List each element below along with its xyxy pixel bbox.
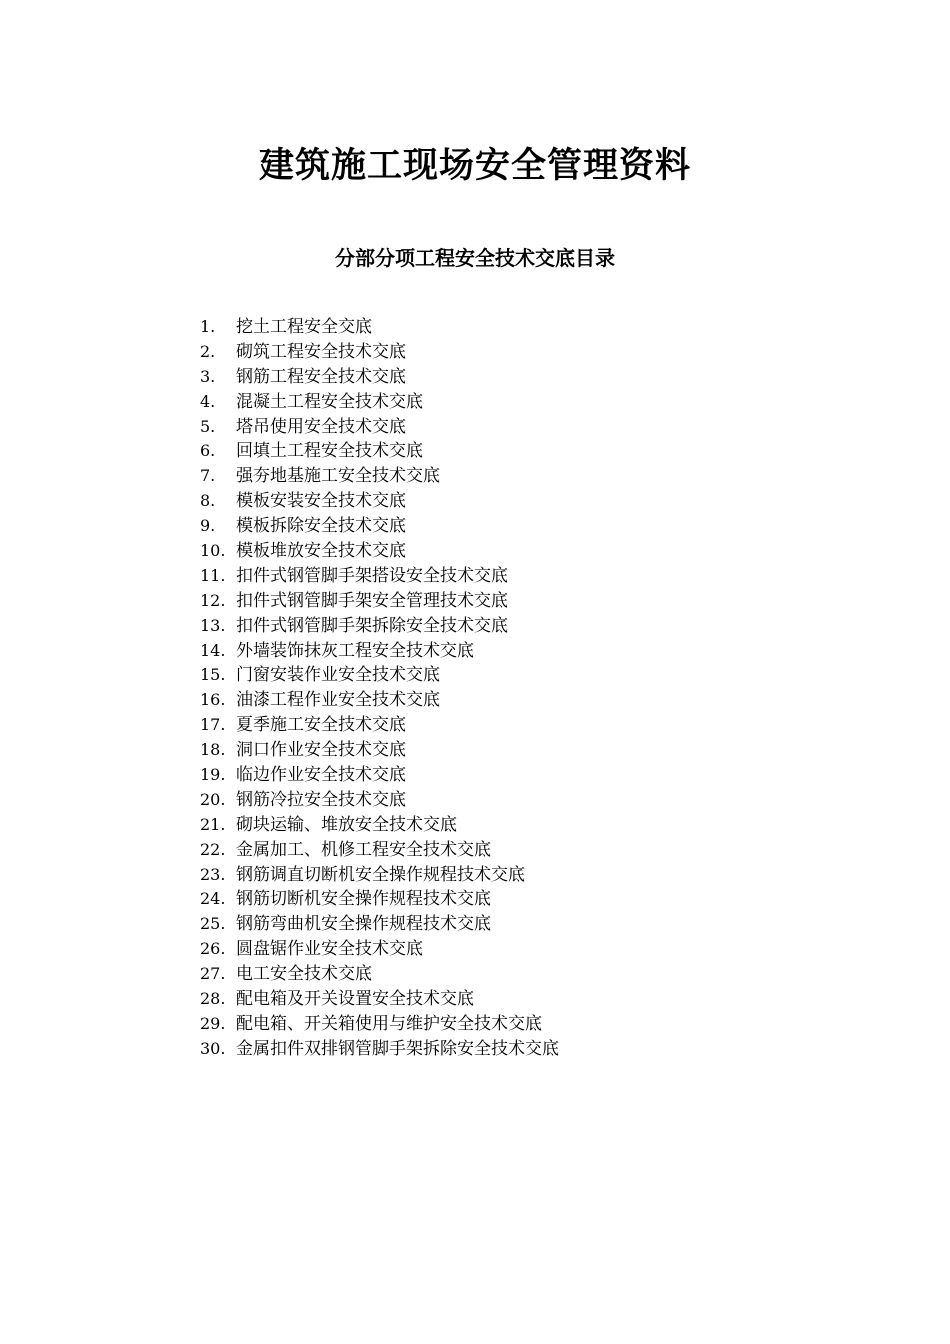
toc-item bbox=[200, 1037, 559, 1062]
toc-item-number: 21. bbox=[200, 814, 226, 834]
toc-item-text: 钢筋冷拉安全技术交底 bbox=[236, 789, 406, 810]
toc-item bbox=[200, 738, 559, 763]
toc-item-number: 8. bbox=[200, 491, 216, 511]
toc-item-number: 29. bbox=[200, 1013, 226, 1033]
toc-item bbox=[200, 439, 559, 464]
toc-item bbox=[200, 838, 559, 863]
toc-item bbox=[200, 663, 559, 688]
toc-item bbox=[200, 912, 559, 937]
toc-item-number: 14. bbox=[200, 640, 226, 660]
toc-item-number: 1. bbox=[200, 317, 216, 336]
toc-item bbox=[200, 987, 559, 1012]
toc-item bbox=[200, 390, 559, 415]
toc-item bbox=[200, 464, 559, 489]
toc-list bbox=[200, 315, 559, 1062]
toc-item-text: 砌块运输、堆放安全技术交底 bbox=[236, 814, 457, 835]
toc-item-text: 油漆工程作业安全技术交底 bbox=[236, 690, 440, 711]
toc-item bbox=[200, 365, 559, 390]
toc-item-number: 7. bbox=[200, 466, 216, 486]
toc-item-number: 23. bbox=[200, 864, 226, 884]
toc-item bbox=[200, 415, 559, 440]
toc-item bbox=[200, 614, 559, 639]
toc-item-text: 挖土工程安全交底 bbox=[236, 317, 372, 337]
toc-item-text: 门窗安装作业安全技术交底 bbox=[236, 665, 440, 686]
toc-item-text: 配电箱、开关箱使用与维护安全技术交底 bbox=[236, 1013, 542, 1034]
toc-item-number: 28. bbox=[200, 989, 226, 1009]
toc-item-text: 扣件式钢管脚手架搭设安全技术交底 bbox=[236, 565, 508, 586]
toc-item-text: 钢筋工程安全技术交底 bbox=[236, 366, 406, 387]
toc-item-number: 10. bbox=[200, 541, 226, 561]
toc-item-text: 钢筋切断机安全操作规程技术交底 bbox=[236, 889, 491, 910]
document-title: 建筑施工现场安全管理资料 bbox=[258, 145, 691, 187]
toc-item-text: 洞口作业安全技术交底 bbox=[236, 740, 406, 761]
toc-item-text: 临边作业安全技术交底 bbox=[236, 765, 406, 786]
toc-item-number: 20. bbox=[200, 789, 226, 809]
toc-item-number: 9. bbox=[200, 516, 216, 536]
toc-item bbox=[200, 763, 559, 788]
toc-item-text: 模板安装安全技术交底 bbox=[236, 491, 406, 512]
toc-item bbox=[200, 489, 559, 514]
toc-item bbox=[200, 1012, 559, 1037]
toc-item-text: 模板拆除安全技术交底 bbox=[236, 516, 406, 537]
toc-item-text: 砌筑工程安全技术交底 bbox=[236, 341, 406, 362]
toc-item-text: 强夯地基施工安全技术交底 bbox=[236, 466, 440, 487]
toc-item-number: 19. bbox=[200, 765, 226, 785]
toc-item-number: 15. bbox=[200, 665, 226, 685]
toc-item-text: 电工安全技术交底 bbox=[236, 964, 372, 985]
toc-item-number: 3. bbox=[200, 366, 216, 386]
toc-item-number: 27. bbox=[200, 964, 226, 984]
toc-item-text: 配电箱及开关设置安全技术交底 bbox=[236, 989, 474, 1010]
toc-item-text: 钢筋弯曲机安全操作规程技术交底 bbox=[236, 914, 491, 935]
toc-item bbox=[200, 863, 559, 888]
toc-item-number: 18. bbox=[200, 740, 226, 760]
toc-item bbox=[200, 937, 559, 962]
toc-item-text: 钢筋调直切断机安全操作规程技术交底 bbox=[236, 864, 525, 885]
toc-item-number: 4. bbox=[200, 391, 216, 411]
toc-item-text: 扣件式钢管脚手架拆除安全技术交底 bbox=[236, 615, 508, 636]
toc-item-text: 圆盘锯作业安全技术交底 bbox=[236, 939, 423, 960]
toc-item-text: 回填土工程安全技术交底 bbox=[236, 441, 423, 462]
toc-item-number: 24. bbox=[200, 889, 226, 909]
toc-item-number: 16. bbox=[200, 690, 226, 710]
toc-item-number: 6. bbox=[200, 441, 216, 461]
toc-item-text: 金属扣件双排钢管脚手架拆除安全技术交底 bbox=[236, 1038, 559, 1059]
toc-item-number: 2. bbox=[200, 341, 216, 361]
toc-item-number: 30. bbox=[200, 1038, 226, 1058]
toc-item-number: 13. bbox=[200, 615, 226, 635]
toc-item bbox=[200, 539, 559, 564]
toc-item bbox=[200, 514, 559, 539]
toc-item bbox=[200, 589, 559, 614]
toc-item bbox=[200, 564, 559, 589]
toc-item bbox=[200, 713, 559, 738]
toc-item bbox=[200, 639, 559, 664]
toc-item-number: 17. bbox=[200, 715, 226, 735]
toc-item-text: 塔吊使用安全技术交底 bbox=[236, 416, 406, 437]
toc-item-text: 外墙装饰抹灰工程安全技术交底 bbox=[236, 640, 474, 661]
toc-item-number: 5. bbox=[200, 416, 216, 436]
toc-item bbox=[200, 962, 559, 987]
toc-item-text: 模板堆放安全技术交底 bbox=[236, 541, 406, 562]
toc-item-text: 混凝土工程安全技术交底 bbox=[236, 391, 423, 412]
toc-item bbox=[200, 887, 559, 912]
toc-item-text: 金属加工、机修工程安全技术交底 bbox=[236, 839, 491, 860]
toc-item-text: 扣件式钢管脚手架安全管理技术交底 bbox=[236, 590, 508, 611]
document-subtitle: 分部分项工程安全技术交底目录 bbox=[335, 245, 615, 270]
toc-item bbox=[200, 788, 559, 813]
toc-item bbox=[200, 688, 559, 713]
toc-item-number: 12. bbox=[200, 590, 226, 610]
toc-item-text: 夏季施工安全技术交底 bbox=[236, 715, 406, 736]
toc-item bbox=[200, 813, 559, 838]
toc-item-number: 22. bbox=[200, 839, 226, 859]
toc-item-number: 11. bbox=[200, 565, 226, 585]
toc-item bbox=[200, 340, 559, 365]
toc-item-number: 26. bbox=[200, 939, 226, 959]
toc-item bbox=[200, 315, 559, 340]
toc-item-number: 25. bbox=[200, 914, 226, 934]
